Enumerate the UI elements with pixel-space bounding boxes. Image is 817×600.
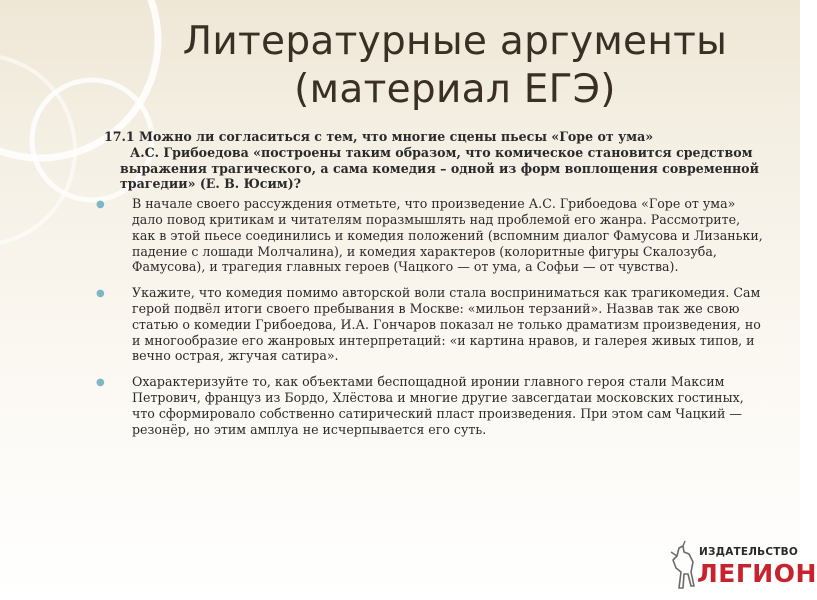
- publisher-logo: [665, 538, 817, 594]
- bullet-list: [96, 196, 764, 437]
- question-lead: 17.1 Можно ли согласиться с тем, что многие сцены пьесы «Горе от ума»: [104, 129, 654, 144]
- bullet-item: [96, 374, 764, 437]
- title-line-2: (материал ЕГЭ): [294, 67, 616, 112]
- bullet-text: Укажите, что комедия помимо авторской воли стала восприниматься как трагикомедия. Сам герой подвёл итоги своего пребывания в Москве: «мильон терзаний». Назвав так же свою статью о комедии Грибоедова, И.А. Гончаров показал не только драматизм произведения, но и многообразие его жанровых интерпретаций: «и картина нравов, и галерея живых типов, и вечно острая, жгучая сатира».: [132, 285, 761, 364]
- bullet-item: [96, 196, 764, 275]
- bullet-item: [96, 285, 764, 364]
- title-line-1: Литературные аргументы: [182, 19, 728, 64]
- publisher-label: ИЗДАТЕЛЬСТВО: [699, 546, 798, 558]
- question-rest: А.С. Грибоедова «построены таким образом, что комическое становится средством выражения трагического, а сама комедия – одной из форм воплощения современной трагедии» (Е. В. Юсим)?: [120, 144, 759, 192]
- bullet-text: Охарактеризуйте то, как объектами беспощадной иронии главного героя стали Максим Петрович, француз из Бордо, Хлёстова и многие другие завсегдатаи московских гостиных, что сформировало собственно сатирический пласт произведения. При этом сам Чацкий — резонёр, но этим амплуа не исчерпывается его суть.: [132, 374, 744, 437]
- question: [104, 129, 764, 192]
- brand-name: ЛЕГИОН: [697, 559, 817, 588]
- slide-content: [96, 129, 764, 447]
- slide-title: [150, 18, 760, 114]
- horse-rider-icon: [665, 538, 701, 594]
- bullet-text: В начале своего рассуждения отметьте, что произведение А.С. Грибоедова «Горе от ума» дало повод критикам и читателям поразмышлять над проблемой его жанра. Рассмотрите, как в этой пьесе соединились и комедия положений (вспомним диалог Фамусова и Лизаньки, падение с лошади Молчалина), и комедия характеров (колоритные фигуры Скалозуба, Фамусова), и трагедия главных героев (Чацкого — от ума, а Софьи — от чувства).: [132, 196, 763, 275]
